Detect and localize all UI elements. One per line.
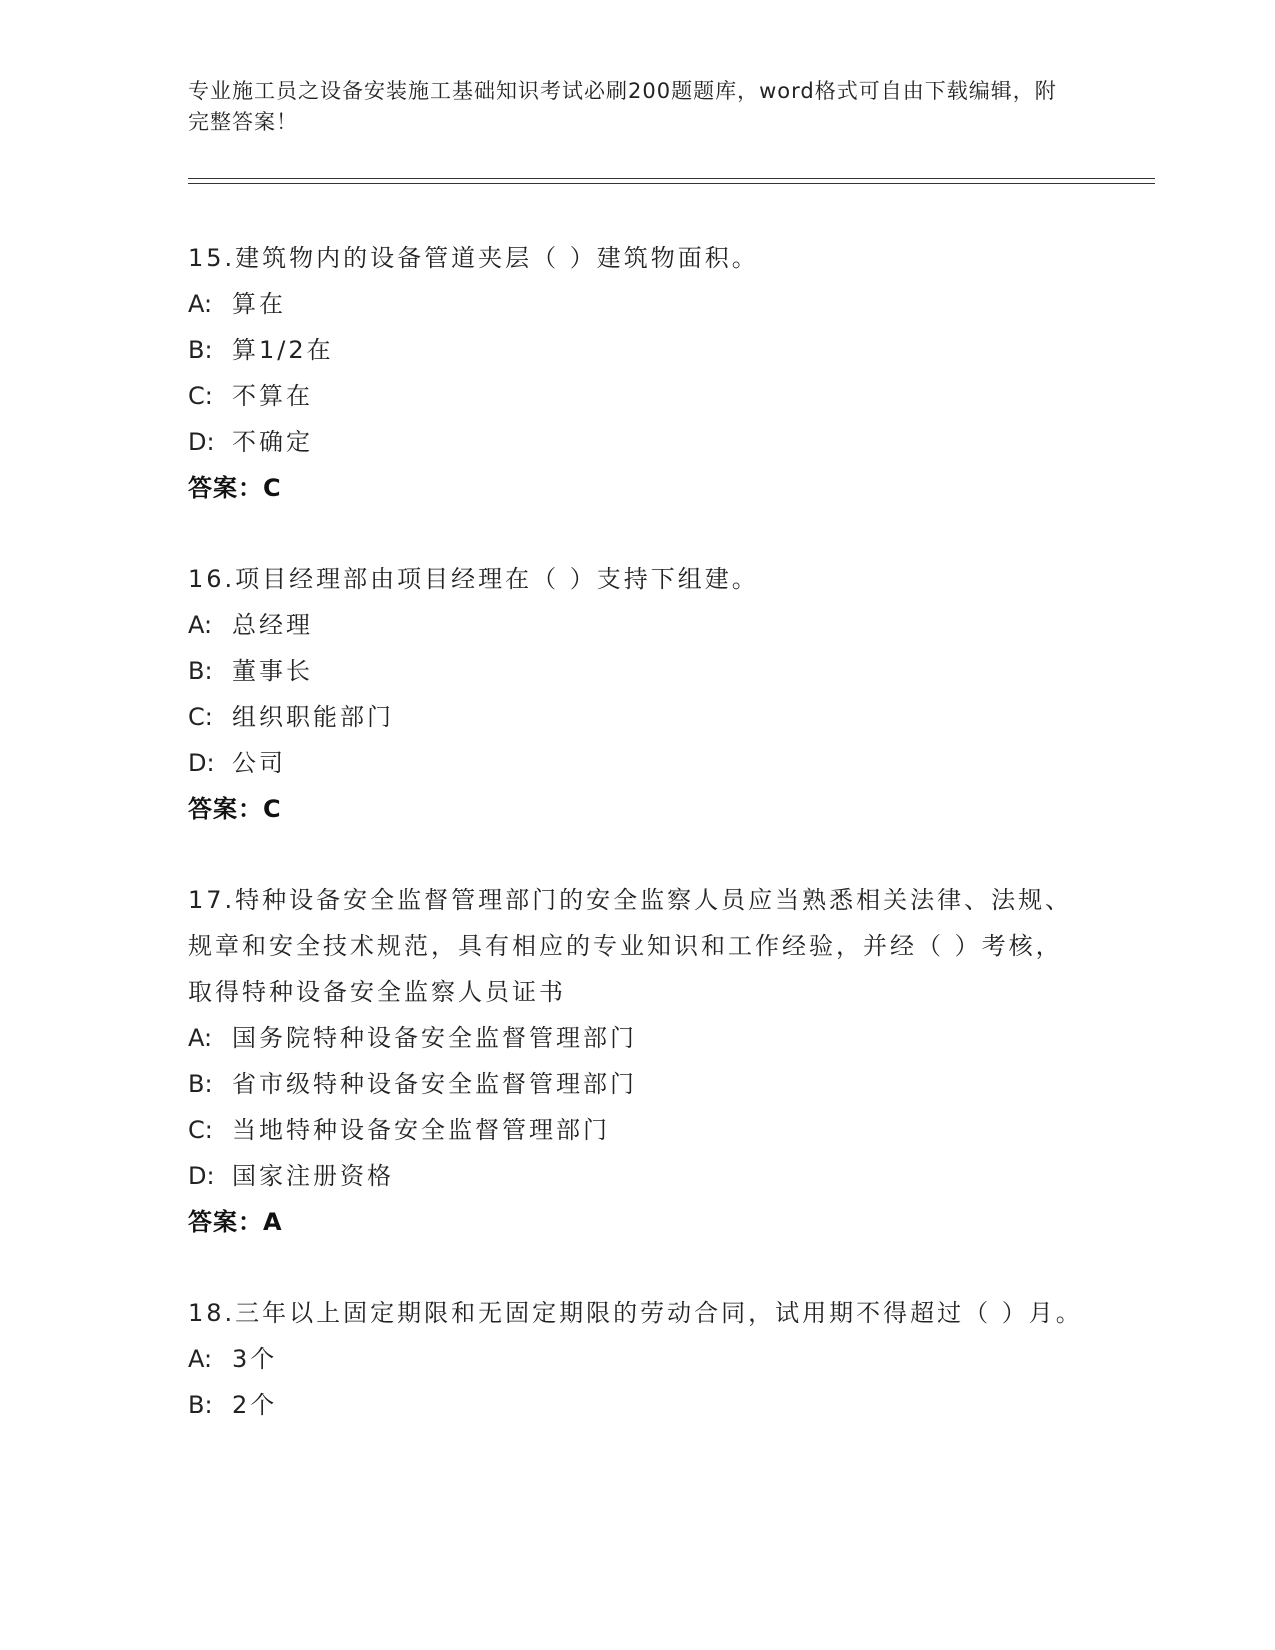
question-18 xyxy=(188,1290,1088,1428)
option-text: 省市级特种设备安全监督管理部门 xyxy=(232,1070,637,1098)
option-text: 算1/2在 xyxy=(232,336,334,364)
option-text: 公司 xyxy=(232,749,286,777)
option-text: 董事长 xyxy=(232,657,313,685)
option-b xyxy=(188,327,1088,373)
option-text: 总经理 xyxy=(232,611,313,639)
option-b xyxy=(188,1061,1088,1107)
option-b xyxy=(188,1382,1088,1428)
question-stem: 17.特种设备安全监督管理部门的安全监察人员应当熟悉相关法律、法规、规章和安全技术规范，具有相应的专业知识和工作经验，并经（ ）考核，取得特种设备安全监察人员证书 xyxy=(188,886,1073,1006)
option-c xyxy=(188,694,1088,740)
option-letter: C: xyxy=(188,382,213,410)
question-17 xyxy=(188,877,1088,1245)
option-letter: D: xyxy=(188,428,215,456)
option-letter: D: xyxy=(188,749,215,777)
option-letter: A: xyxy=(188,1024,213,1052)
answer-line: 答案：C xyxy=(188,474,282,502)
option-text: 2个 xyxy=(232,1391,278,1419)
question-16 xyxy=(188,556,1088,832)
option-letter: B: xyxy=(188,657,213,685)
option-letter: A: xyxy=(188,1345,213,1373)
question-15 xyxy=(188,235,1088,511)
option-letter: A: xyxy=(188,611,213,639)
option-d xyxy=(188,1153,1088,1199)
option-letter: C: xyxy=(188,703,213,731)
option-d xyxy=(188,740,1088,786)
document-header: 专业施工员之设备安装施工基础知识考试必刷200题题库，word格式可自由下载编辑，附完整答案！ xyxy=(188,79,1057,134)
question-stem: 15.建筑物内的设备管道夹层（ ）建筑物面积。 xyxy=(188,244,759,272)
option-text: 当地特种设备安全监督管理部门 xyxy=(232,1116,610,1144)
option-b xyxy=(188,648,1088,694)
option-text: 组织职能部门 xyxy=(232,703,394,731)
option-text: 3个 xyxy=(232,1345,278,1373)
option-c xyxy=(188,1107,1088,1153)
answer-line: 答案：C xyxy=(188,795,282,823)
option-a xyxy=(188,1336,1088,1382)
option-text: 国务院特种设备安全监督管理部门 xyxy=(232,1024,637,1052)
header-double-rule xyxy=(188,178,1155,184)
option-d xyxy=(188,419,1088,465)
option-letter: B: xyxy=(188,1070,213,1098)
option-letter: D: xyxy=(188,1162,215,1190)
option-text: 国家注册资格 xyxy=(232,1162,394,1190)
option-letter: B: xyxy=(188,1391,213,1419)
option-letter: B: xyxy=(188,336,213,364)
option-text: 算在 xyxy=(232,290,286,318)
option-a xyxy=(188,602,1088,648)
option-c xyxy=(188,373,1088,419)
question-list xyxy=(188,235,1088,1473)
option-text: 不确定 xyxy=(232,428,313,456)
option-text: 不算在 xyxy=(232,382,313,410)
option-letter: C: xyxy=(188,1116,213,1144)
question-stem: 18.三年以上固定期限和无固定期限的劳动合同，试用期不得超过（ ）月。 xyxy=(188,1299,1083,1327)
option-letter: A: xyxy=(188,290,213,318)
question-stem: 16.项目经理部由项目经理在（ ）支持下组建。 xyxy=(188,565,759,593)
option-a xyxy=(188,1015,1088,1061)
option-a xyxy=(188,281,1088,327)
answer-line: 答案：A xyxy=(188,1208,283,1236)
